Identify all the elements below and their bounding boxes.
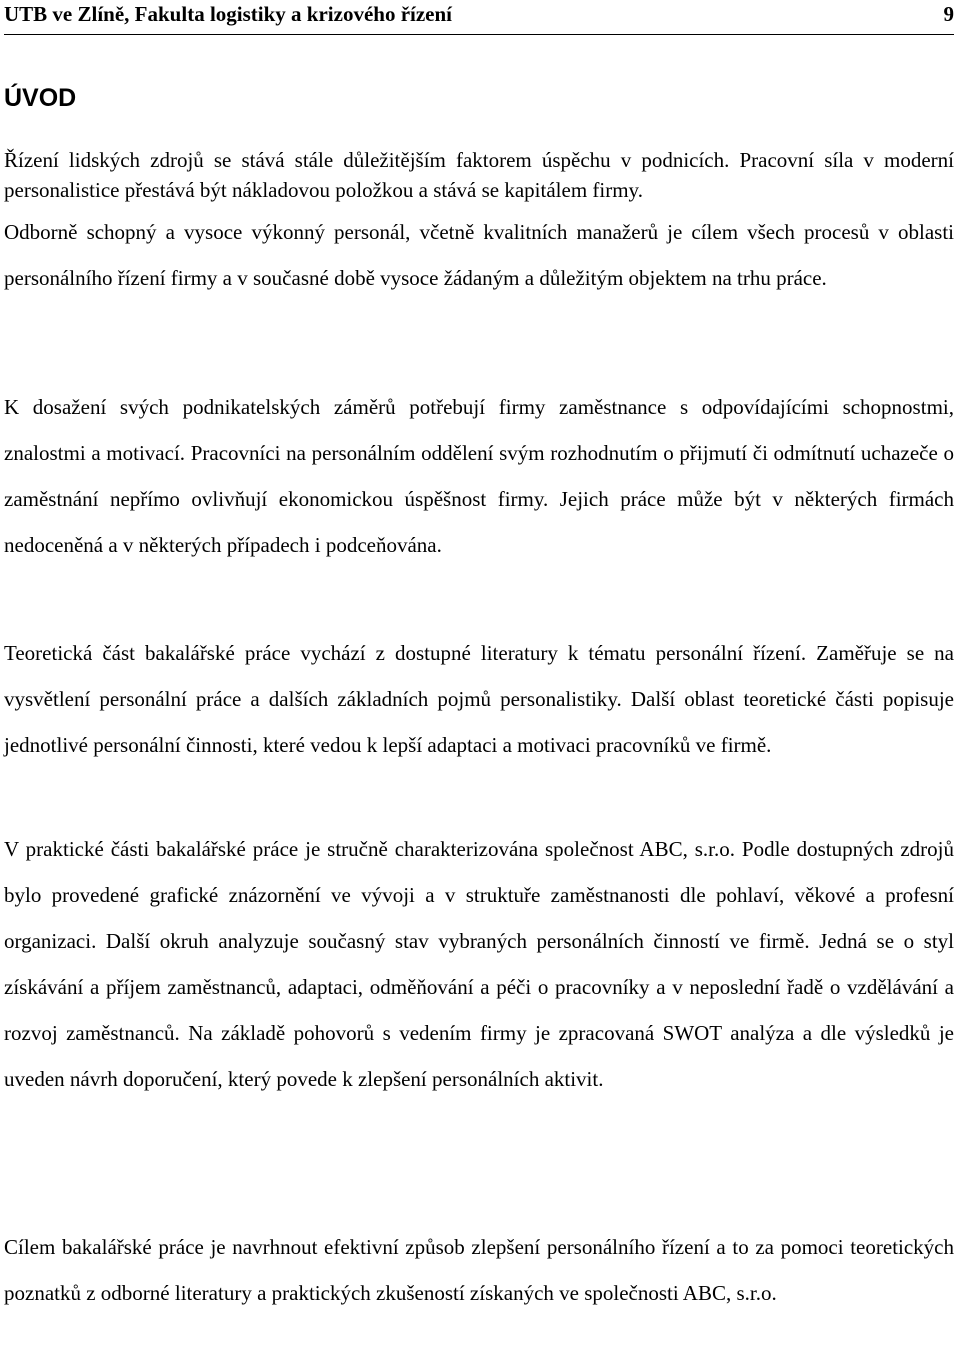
paragraph-4: Teoretická část bakalářské práce vychází z dostupné literatury k tématu personální řízení. Zaměřuje se na vysvětlení personální práce a dalších základních pojmů personalistiky. Další oblast teoretické části popisuje jednotlivé personální činnosti, které vedou k lepší adaptaci a motivaci pracovníků ve firmě. bbox=[4, 641, 954, 757]
paragraph-1: Řízení lidských zdrojů se stává stále důležitějším faktorem úspěchu v podnicích. Pracovní síla v moderní personalistice přestává být nákladovou položkou a stává se kapitálem firmy. bbox=[4, 148, 954, 202]
paragraph-3: K dosažení svých podnikatelských záměrů potřebují firmy zaměstnance s odpovídajícími schopnostmi, znalostmi a motivací. Pracovníci na personálním oddělení svým rozhodnutím o přijmutí či odmítnutí uchazeče o zaměstnání nepřímo ovlivňují ekonomickou úspěšnost firmy. Jejich práce může být v některých firmách nedoceněná a v některých případech i podceňována. bbox=[4, 395, 954, 557]
running-header bbox=[4, 0, 954, 28]
section-heading: ÚVOD bbox=[4, 84, 77, 112]
paragraph-6: Cílem bakalářské práce je navrhnout efektivní způsob zlepšení personálního řízení a to za pomoci teoretických poznatků z odborné literatury a praktických zkušeností získaných ve společnosti ABC, s.r.o. bbox=[4, 1235, 954, 1305]
header-divider bbox=[4, 34, 954, 35]
page-number: 9 bbox=[943, 2, 954, 26]
paragraph-5: V praktické části bakalářské práce je stručně charakterizována společnost ABC, s.r.o. Podle dostupných zdrojů bylo provedené grafické znázornění ve vývoji a v struktuře zaměstnanosti dle pohlaví, věkové a profesní organizaci. Další okruh analyzuje současný stav vybraných personálních činností ve firmě. Jedná se o styl získávání a příjem zaměstnanců, adaptaci, odměňování a péči o pracovníky a v neposlední řadě o vzdělávání a rozvoj zaměstnanců. Na základě pohovorů s vedením firmy je zpracovaná SWOT analýza a dle výsledků je uveden návrh doporučení, který povede k zlepšení personálních aktivit. bbox=[4, 837, 954, 1091]
header-title: UTB ve Zlíně, Fakulta logistiky a krizového řízení bbox=[4, 2, 453, 26]
paragraph-2: Odborně schopný a vysoce výkonný personál, včetně kvalitních manažerů je cílem všech procesů v oblasti personálního řízení firmy a v současné době vysoce žádaným a důležitým objektem na trhu práce. bbox=[4, 220, 954, 290]
